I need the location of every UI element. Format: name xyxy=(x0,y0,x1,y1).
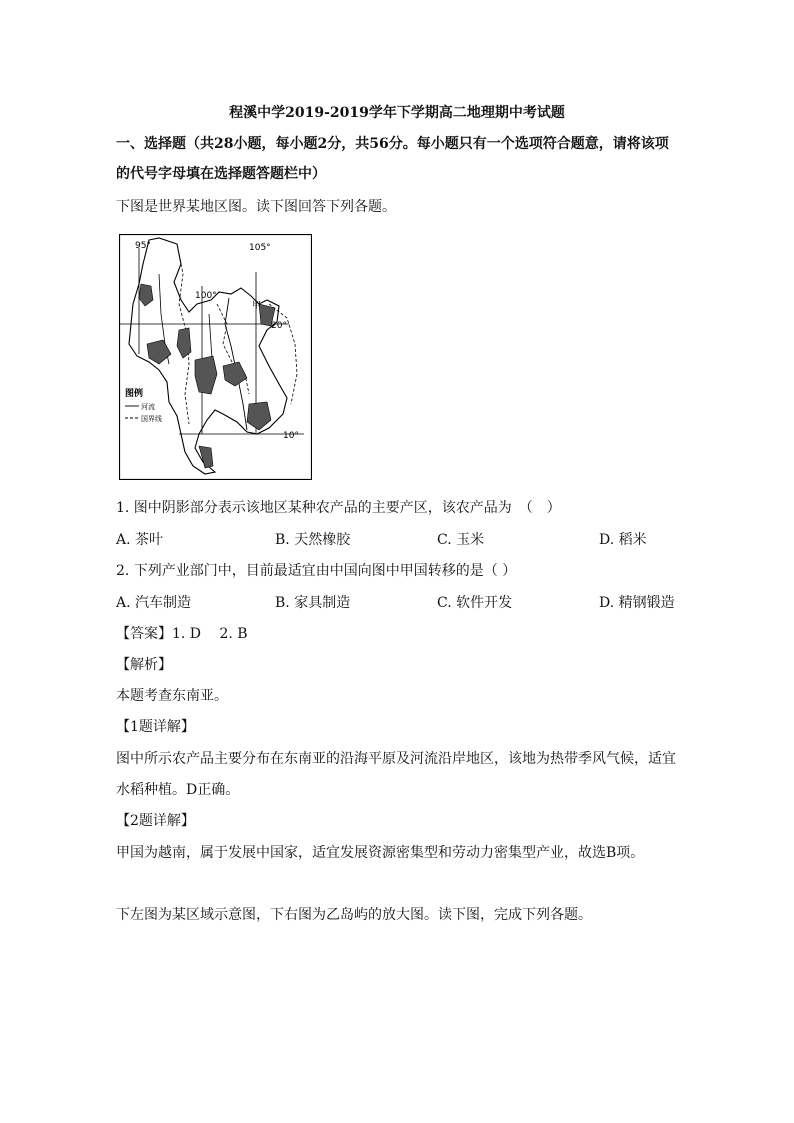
question-1-stem: 1. 图中阴影部分表示该地区某种农产品的主要产区，该农产品为 （ ） xyxy=(116,500,561,516)
q2-option-c: C. 软件开发 xyxy=(437,595,513,611)
answer-line: 【答案】1. D 2. B xyxy=(116,626,248,642)
analysis-text: 本题考查东南亚。 xyxy=(116,688,228,704)
question-2-stem: 2. 下列产业部门中，目前最适宜由中国向图中甲国转移的是（ ） xyxy=(116,563,517,579)
map-frame xyxy=(120,235,312,480)
q1-option-d: D. 稻米 xyxy=(599,532,647,548)
q1-option-b: B. 天然橡胶 xyxy=(275,532,351,548)
section-header-line-2: 的代号字母填在选择题答题栏中） xyxy=(116,166,326,182)
detail-1-line-2: 水稻种植。D正确。 xyxy=(116,782,240,798)
legend-title: 图例 xyxy=(125,389,144,399)
section-header-line-1: 一、选择题（共28小题，每小题2分，共56分。每小题只有一个选项符合题意，请将该项 xyxy=(116,136,669,152)
detail-2-label: 【2题详解】 xyxy=(116,813,195,829)
label-105: 105° xyxy=(249,243,271,253)
detail-1-label: 【1题详解】 xyxy=(116,719,195,735)
detail-2-text: 甲国为越南，属于发展中国家，适宜发展资源密集型和劳动力密集型产业，故选B项。 xyxy=(116,845,645,861)
label-95: 95° xyxy=(135,241,151,251)
analysis-label: 【解析】 xyxy=(116,657,172,673)
detail-1-line-1: 图中所示农产品主要分布在东南亚的沿海平原及河流沿岸地区，该地为热带季风气候，适宜 xyxy=(116,751,676,767)
question-intro: 下图是世界某地区图。读下图回答下列各题。 xyxy=(116,199,396,215)
legend-border-label: 国界线 xyxy=(141,415,162,423)
label-100: 100° xyxy=(195,291,217,301)
legend-river-label: 河流 xyxy=(141,403,155,411)
label-10: 10° xyxy=(283,431,299,441)
q2-option-a: A. 汽车制造 xyxy=(116,595,192,611)
q1-option-c: C. 玉米 xyxy=(437,532,485,548)
label-jia: 甲 xyxy=(252,301,262,311)
southeast-asia-map xyxy=(119,234,312,480)
page-title: 程溪中学2019-2019学年下学期高二地理期中考试题 xyxy=(229,105,565,121)
label-20: 20° xyxy=(271,321,287,331)
q1-option-a: A. 茶叶 xyxy=(116,532,164,548)
q2-option-d: D. 精钢锻造 xyxy=(599,595,675,611)
q2-option-b: B. 家具制造 xyxy=(275,595,351,611)
next-question-intro: 下左图为某区域示意图，下右图为乙岛屿的放大图。读下图，完成下列各题。 xyxy=(116,907,592,923)
